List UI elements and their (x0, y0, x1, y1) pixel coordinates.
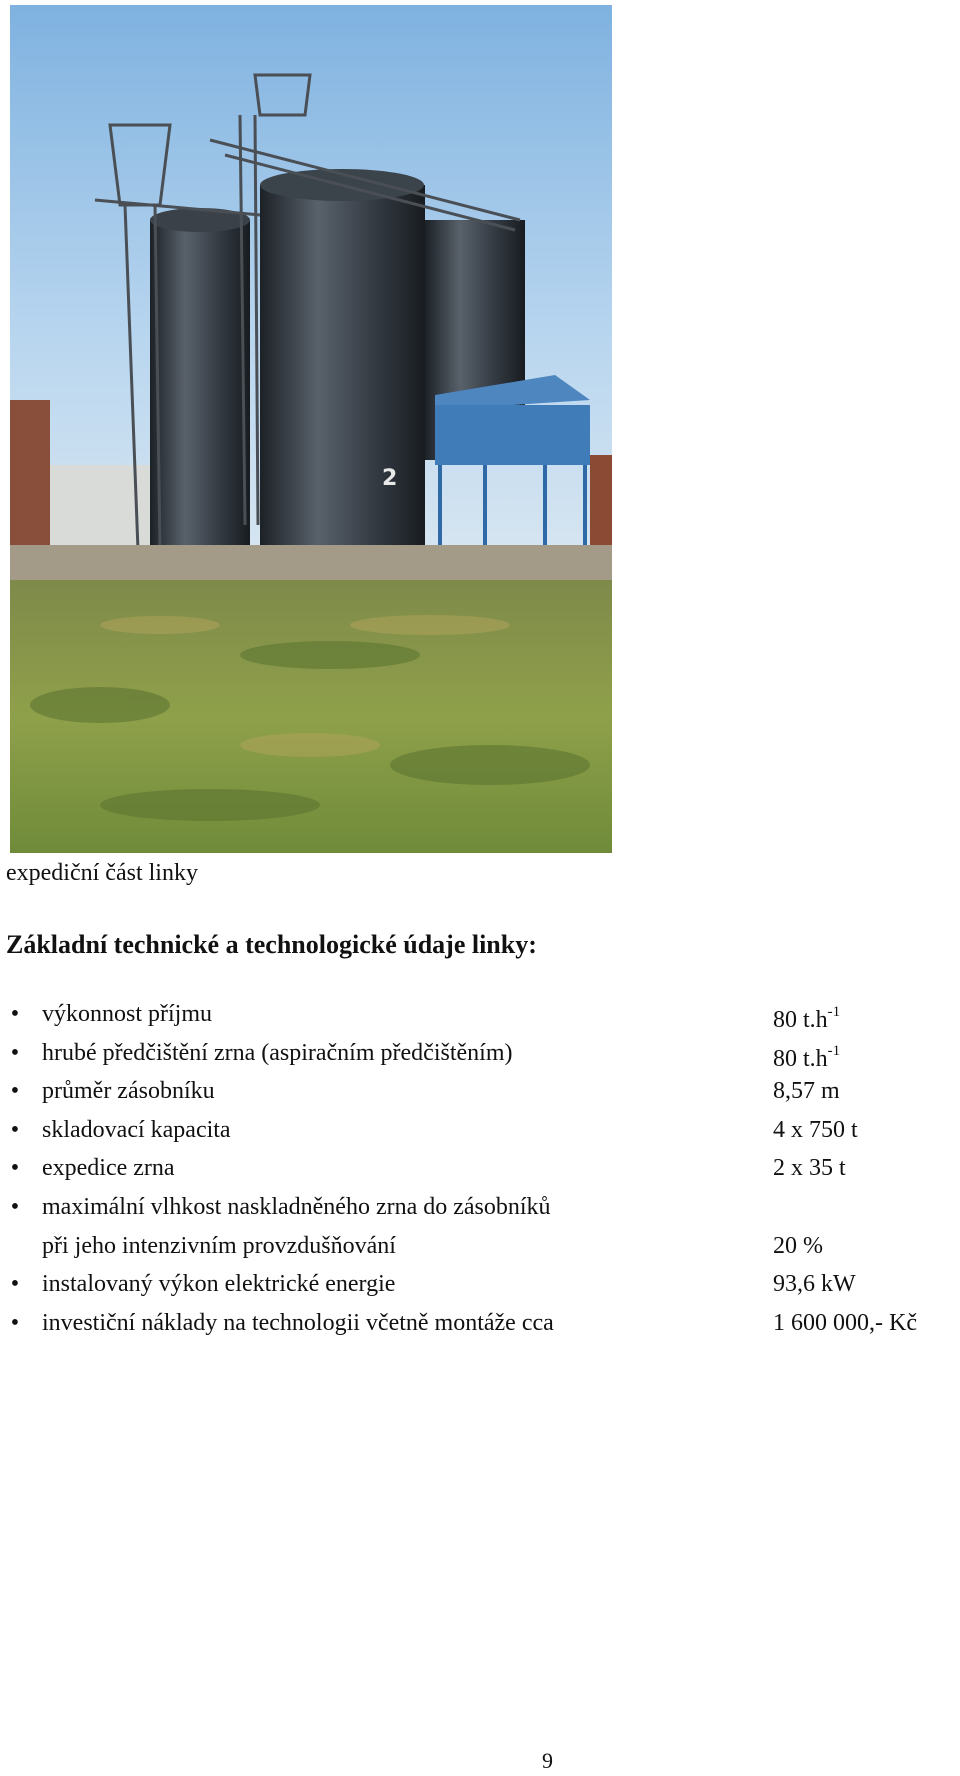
list-item-continuation (0, 1227, 960, 1266)
list-item (0, 1265, 960, 1304)
list-item (0, 1304, 960, 1343)
spec-label: maximální vlhkost naskladněného zrna do zásobníků (42, 1193, 551, 1220)
spec-label: při jeho intenzivním provzdušňování (42, 1232, 396, 1259)
spec-value: 4 x 750 t (773, 1116, 858, 1143)
list-item (0, 1034, 960, 1073)
bullet-icon: • (10, 1193, 20, 1220)
list-item (0, 1149, 960, 1188)
bullet-icon: • (10, 1116, 20, 1143)
spec-value: 93,6 kW (773, 1271, 856, 1298)
spec-value: 80 $t.h^{-1}$ (773, 1004, 841, 1033)
spec-label: skladovací kapacita (42, 1116, 231, 1143)
silo-number-label: 2 (382, 466, 398, 491)
spec-value: 8,57 m (773, 1078, 840, 1105)
list-item (0, 1072, 960, 1111)
spec-label: instalovaný výkon elektrické energie (42, 1271, 396, 1298)
list-item (0, 1111, 960, 1150)
photo-caption: expediční část linky (6, 860, 198, 886)
specs-list (0, 995, 960, 1342)
spec-label: expedice zrna (42, 1155, 175, 1182)
bullet-icon: • (10, 1078, 20, 1105)
spec-value: 80 $t.h^{-1}$ (773, 1042, 841, 1072)
spec-label: výkonnost příjmu (42, 1001, 213, 1027)
silo-photo (10, 5, 612, 853)
list-item (0, 995, 960, 1034)
page-number: 9 (542, 1748, 553, 1773)
bullet-icon: • (10, 1309, 20, 1336)
bullet-icon: • (10, 1001, 20, 1027)
spec-value: 1 600 000,- Kč (773, 1309, 917, 1336)
section-heading: Základní technické a technologické údaje linky: (6, 930, 537, 959)
spec-value: 2 x 35 t (773, 1155, 846, 1182)
bullet-icon: • (10, 1155, 20, 1182)
spec-value: 20 % (773, 1232, 823, 1259)
spec-label: hrubé předčištění zrna (aspiračním předčištěním) (42, 1039, 513, 1066)
bullet-icon: • (10, 1039, 20, 1066)
spec-label: investiční náklady na technologii včetně montáže cca (42, 1309, 554, 1336)
spec-label: průměr zásobníku (42, 1078, 215, 1105)
bullet-icon: • (10, 1271, 20, 1298)
list-item (0, 1188, 960, 1227)
